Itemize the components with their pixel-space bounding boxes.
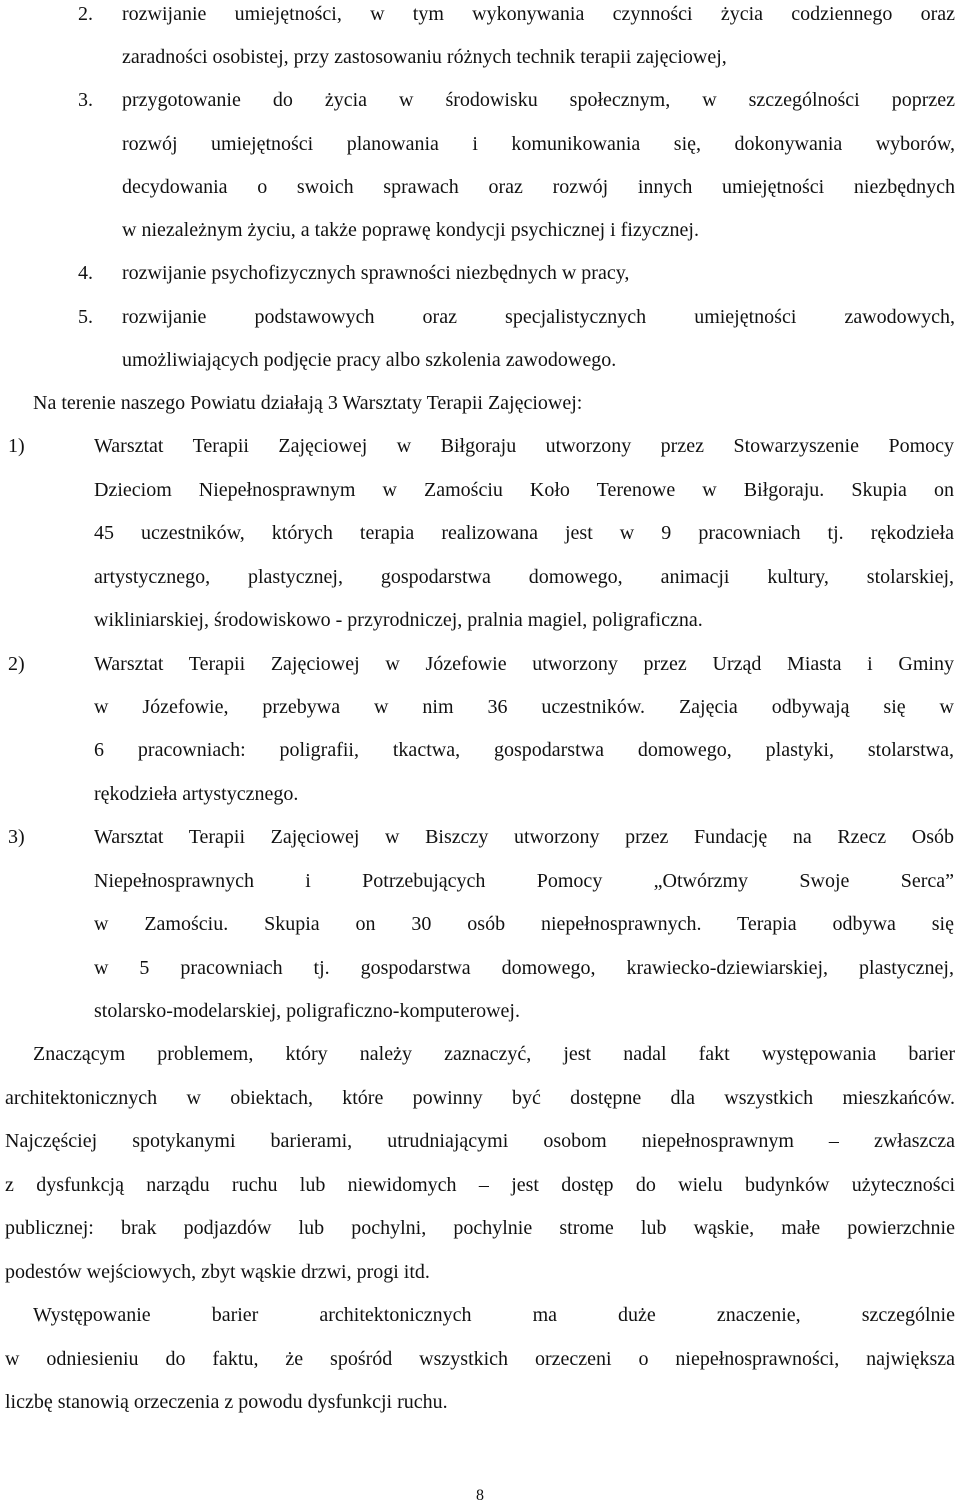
workshop-number: 3) [8,826,25,848]
list-item-line: umożliwiających podjęcie pracy albo szkolenia zawodowego. [122,349,617,371]
workshop-line: wikliniarskiej, środowiskowo - przyrodniczej, pralnia magiel, poligraficzna. [94,609,703,631]
workshop-line: Warsztat Terapii Zajęciowej w Józefowie utworzony przez Urząd Miasta i Gminy [94,653,954,675]
paragraph-line: Występowanie barier architektonicznych ma duże znaczenie, szczególnie [33,1304,955,1326]
workshop-number: 1) [8,435,25,457]
paragraph-line: podestów wejściowych, zbyt wąskie drzwi, progi itd. [5,1261,430,1283]
workshop-line: Warsztat Terapii Zajęciowej w Biłgoraju utworzony przez Stowarzyszenie Pomocy [94,435,954,457]
workshop-line: stolarsko-modelarskiej, poligraficzno-komputerowej. [94,1000,520,1022]
workshop-line: Niepełnosprawnych i Potrzebujących Pomocy „Otwórzmy Swoje Serca” [94,870,954,892]
list-item-line: rozwój umiejętności planowania i komunikowania się, dokonywania wyborów, [122,133,955,155]
list-item-line: rozwijanie podstawowych oraz specjalistycznych umiejętności zawodowych, [122,306,955,328]
workshop-line: artystycznego, plastycznej, gospodarstwa domowego, animacji kultury, stolarskiej, [94,566,954,588]
list-item-line: w niezależnym życiu, a także poprawę kondycji psychicznej i fizycznej. [122,219,699,241]
paragraph-line: liczbę stanowią orzeczenia z powodu dysfunkcji ruchu. [5,1391,448,1413]
workshop-line: 45 uczestników, których terapia realizowana jest w 9 pracowniach tj. rękodzieła [94,522,954,544]
workshop-line: w 5 pracowniach tj. gospodarstwa domowego, krawiecko-dziewiarskiej, plastycznej, [94,957,954,979]
paragraph-line: architektonicznych w obiektach, które powinny być dostępne dla wszystkich mieszkańców. [5,1087,955,1109]
list-item-line: decydowania o swoich sprawach oraz rozwój innych umiejętności niezbędnych [122,176,955,198]
workshop-number: 2) [8,653,25,675]
workshop-line: w Zamościu. Skupia on 30 osób niepełnosprawnych. Terapia odbywa się [94,913,954,935]
workshop-line: 6 pracowniach: poligrafii, tkactwa, gospodarstwa domowego, plastyki, stolarstwa, [94,739,954,761]
workshop-line: rękodzieła artystycznego. [94,783,299,805]
list-number: 2. [78,3,93,25]
paragraph-line: publicznej: brak podjazdów lub pochylni, pochylnie strome lub wąskie, małe powierzchnie [5,1217,955,1239]
list-item-line: zaradności osobistej, przy zastosowaniu różnych technik terapii zajęciowej, [122,46,727,68]
list-number: 3. [78,89,93,111]
list-number: 4. [78,262,93,284]
list-item-line: rozwijanie umiejętności, w tym wykonywania czynności życia codziennego oraz [122,3,955,25]
workshop-line: Warsztat Terapii Zajęciowej w Biszczy utworzony przez Fundację na Rzecz Osób [94,826,954,848]
workshop-line: w Józefowie, przebywa w nim 36 uczestników. Zajęcia odbywają się w [94,696,954,718]
paragraph-line: Najczęściej spotykanymi barierami, utrudniającymi osobom niepełnosprawnym – zwłaszcza [5,1130,955,1152]
intro-text: Na terenie naszego Powiatu działają 3 Warsztaty Terapii Zajęciowej: [33,392,583,414]
paragraph-line: Znaczącym problemem, który należy zaznaczyć, jest nadal fakt występowania barier [33,1043,955,1065]
list-item-line: rozwijanie psychofizycznych sprawności niezbędnych w pracy, [122,262,630,284]
page-number: 8 [476,1487,484,1504]
workshop-line: Dzieciom Niepełnosprawnym w Zamościu Koło Terenowe w Biłgoraju. Skupia on [94,479,954,501]
list-item-line: przygotowanie do życia w środowisku społecznym, w szczególności poprzez [122,89,955,111]
paragraph-line: z dysfunkcją narządu ruchu lub niewidomych – jest dostęp do wielu budynków użyteczności [5,1174,955,1196]
paragraph-line: w odniesieniu do faktu, że spośród wszystkich orzeczeni o niepełnosprawności, największa [5,1348,955,1370]
list-number: 5. [78,306,93,328]
